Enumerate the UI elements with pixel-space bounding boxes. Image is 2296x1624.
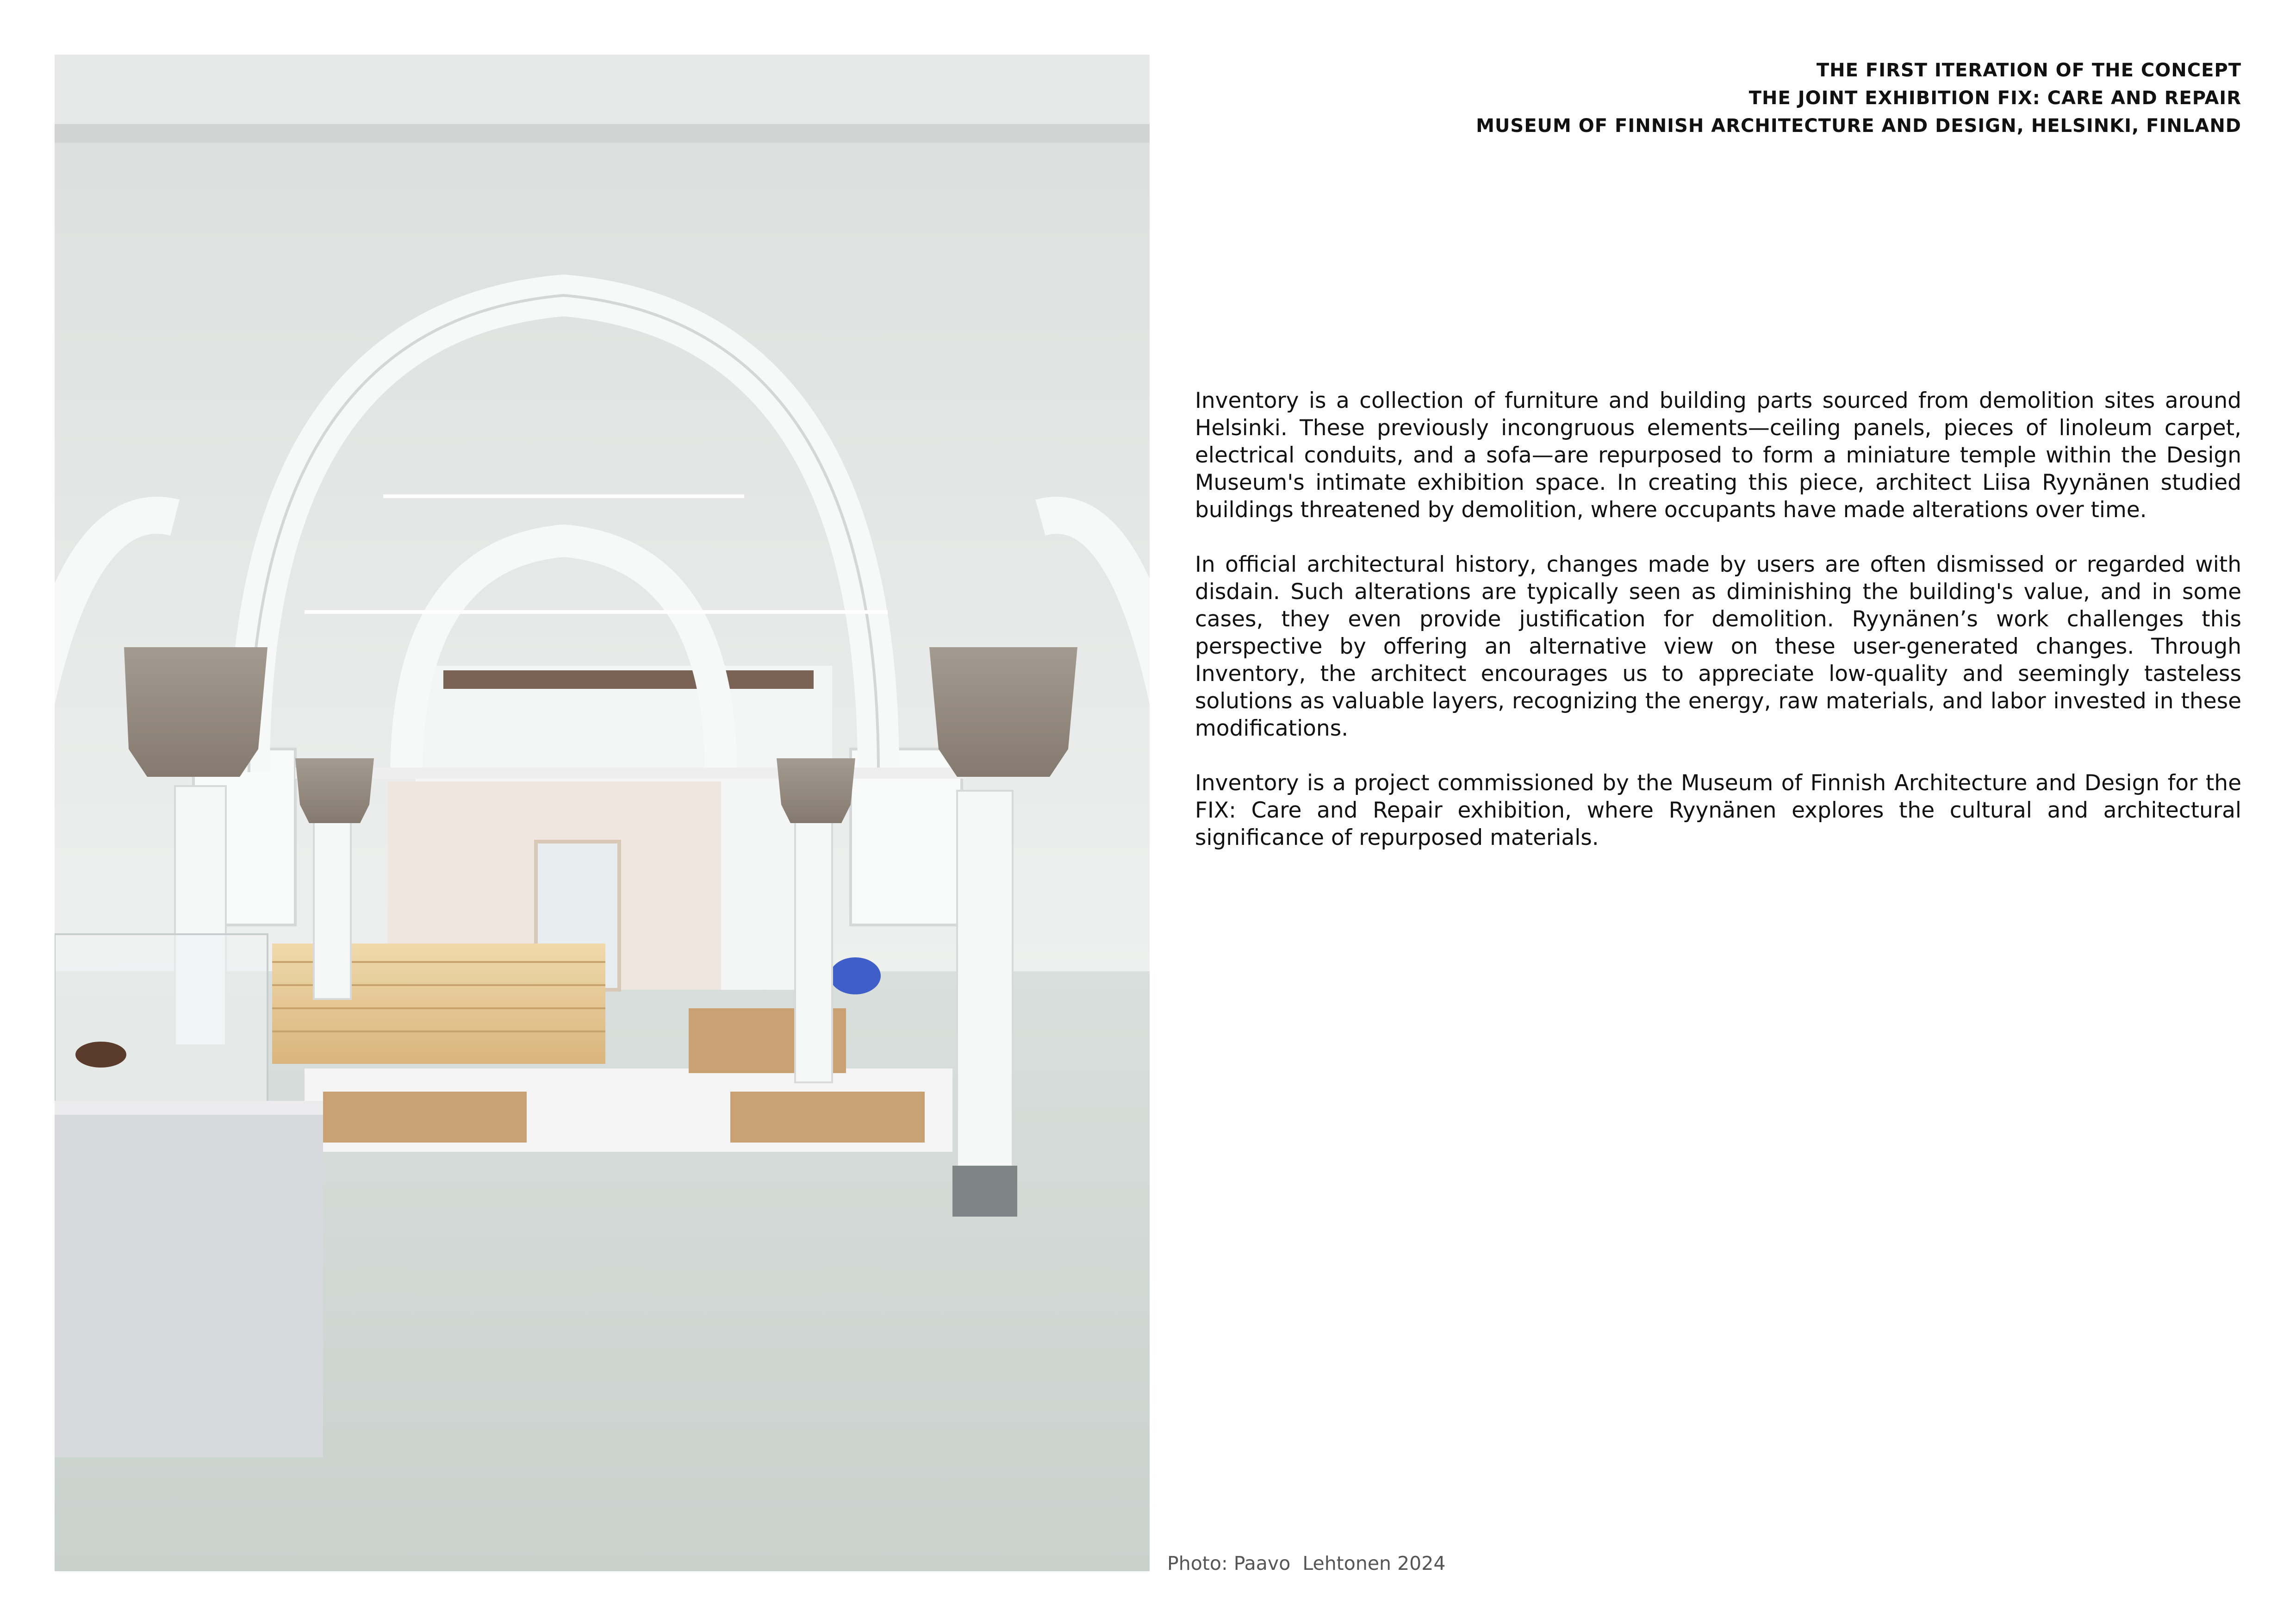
page-header	[1223, 56, 2241, 140]
paragraph-context: In official architectural history, changes made by users are often dismissed or regarded with disdain. Such alterations are typically seen as diminishing the building's value, and in some cases, they even provide justification for demolition. Ryynänen’s work challenges this perspective by offering an alternative view on these user-generated changes. Through Inventory, the architect encourages us to appreciate low-quality and seemingly tasteless solutions as valuable layers, recognizing the energy, raw materials, and labor invested in these modifications.	[1195, 552, 2241, 741]
paragraph-intro: Inventory is a collection of furniture and building parts sourced from demolition sites around Helsinki. These previously incongruous elements—ceiling panels, pieces of linoleum carpet, electrical conduits, and a sofa—are repurposed to form a miniature temple within the Design Museum's intimate exhibition space. In creating this piece, architect Liisa Ryynänen studied buildings threatened by demolition, where occupants have made alterations over time.	[1195, 388, 2241, 523]
header-line-exhibition: THE JOINT EXHIBITION FIX: CARE AND REPAIR	[1748, 87, 2241, 109]
header-line-museum: MUSEUM OF FINNISH ARCHITECTURE AND DESIGN, HELSINKI, FINLAND	[1476, 115, 2241, 137]
exhibition-photo	[55, 55, 1150, 1571]
paragraph-commission: Inventory is a project commissioned by the Museum of Finnish Architecture and Design for the FIX: Care and Repair exhibition, where Ryynänen explores the cultural and architectural significance of repurposed materials.	[1195, 770, 2241, 850]
exhibition-photo-illustration	[55, 55, 1150, 1571]
header-line-concept: THE FIRST ITERATION OF THE CONCEPT	[1816, 60, 2241, 81]
project-description	[1195, 387, 2241, 879]
photo-credit: Photo: Paavo Lehtonen 2024	[1167, 1552, 1446, 1574]
